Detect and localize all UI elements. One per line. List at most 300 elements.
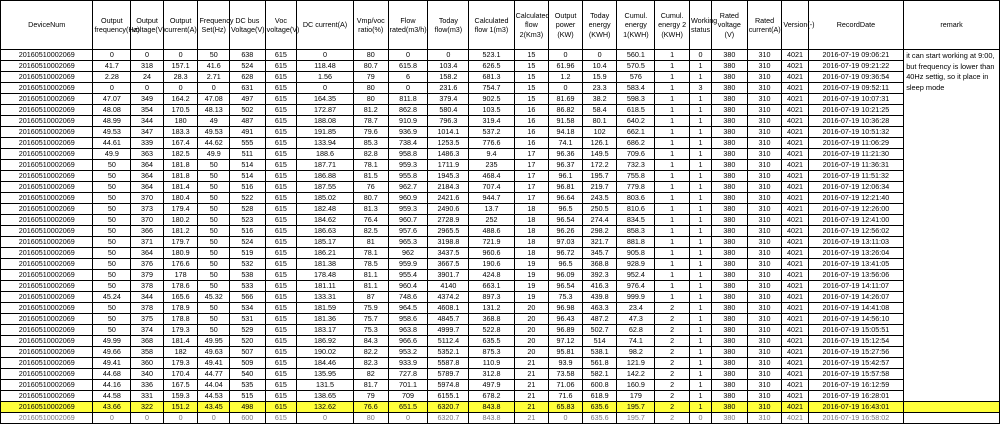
- table-cell: 615: [265, 402, 297, 413]
- table-cell: 50: [93, 182, 131, 193]
- table-row: [1, 358, 1000, 369]
- table-cell: 380: [712, 270, 748, 281]
- table-cell: 380: [712, 94, 748, 105]
- table-cell: 15: [514, 50, 549, 61]
- table-cell: 310: [747, 237, 782, 248]
- table-cell: 2016-07-19 12:41:00: [808, 215, 904, 226]
- table-cell: 1: [689, 237, 711, 248]
- table-cell: 44.58: [93, 391, 131, 402]
- table-cell: 796.3: [428, 116, 469, 127]
- table-cell: 2016-07-19 14:41:08: [808, 303, 904, 314]
- table-cell: 531: [229, 314, 265, 325]
- table-cell: 78.1: [353, 248, 388, 259]
- table-cell: 1: [689, 215, 711, 226]
- table-cell: 360: [131, 358, 164, 369]
- table-cell: 875.3: [469, 347, 514, 358]
- table-row: [1, 94, 1000, 105]
- table-cell: 310: [747, 138, 782, 149]
- table-cell: 310: [747, 61, 782, 72]
- table-cell: 615: [265, 347, 297, 358]
- table-cell: 1: [689, 303, 711, 314]
- column-header: Frequency Set(Hz): [198, 1, 230, 50]
- table-cell: 615: [265, 314, 297, 325]
- remark-cell-empty: [904, 402, 1000, 413]
- column-header: Output voltage(V): [131, 1, 164, 50]
- table-cell: 4021: [782, 281, 808, 292]
- table-row: [1, 325, 1000, 336]
- table-row: [1, 292, 1000, 303]
- table-cell: 80: [353, 413, 388, 424]
- table-cell: 524: [229, 237, 265, 248]
- table-row: [1, 380, 1000, 391]
- table-cell: 5789.7: [428, 369, 469, 380]
- table-cell: 1: [655, 193, 690, 204]
- table-cell: 310: [747, 204, 782, 215]
- table-cell: 615: [265, 248, 297, 259]
- table-cell: 380: [712, 193, 748, 204]
- table-cell: 20160510002069: [1, 127, 93, 138]
- table-cell: 615: [265, 380, 297, 391]
- table-cell: 20160510002069: [1, 336, 93, 347]
- table-cell: 626.5: [469, 61, 514, 72]
- table-cell: 502.7: [582, 325, 617, 336]
- table-cell: 50: [198, 226, 230, 237]
- table-cell: 2016-07-19 13:56:06: [808, 270, 904, 281]
- table-cell: 1: [689, 127, 711, 138]
- table-cell: 380: [712, 325, 748, 336]
- table-cell: 4021: [782, 303, 808, 314]
- table-cell: 615: [265, 160, 297, 171]
- table-cell: 1: [655, 215, 690, 226]
- table-cell: 615: [265, 303, 297, 314]
- table-cell: 380: [712, 105, 748, 116]
- table-cell: 615.8: [388, 61, 428, 72]
- table-cell: 0: [388, 413, 428, 424]
- table-cell: 20160510002069: [1, 303, 93, 314]
- table-cell: 336: [131, 380, 164, 391]
- table-cell: 81: [353, 237, 388, 248]
- table-cell: 20: [514, 325, 549, 336]
- table-cell: 44.77: [198, 369, 230, 380]
- table-cell: 4999.7: [428, 325, 469, 336]
- table-cell: 811.8: [388, 94, 428, 105]
- table-cell: 1: [689, 61, 711, 72]
- table-cell: 2016-07-19 15:12:54: [808, 336, 904, 347]
- table-cell: 50: [93, 259, 131, 270]
- table-cell: 373: [131, 204, 164, 215]
- table-cell: 635.5: [469, 336, 514, 347]
- table-cell: 910.9: [388, 116, 428, 127]
- table-cell: 4021: [782, 105, 808, 116]
- table-cell: 615: [265, 94, 297, 105]
- table-cell: 379.4: [428, 94, 469, 105]
- table-cell: 310: [747, 226, 782, 237]
- table-cell: 19: [514, 292, 549, 303]
- table-cell: 21: [514, 358, 549, 369]
- table-cell: 6320.7: [428, 413, 469, 424]
- table-cell: 47.3: [617, 314, 655, 325]
- table-cell: 1486.3: [428, 149, 469, 160]
- table-cell: 49.41: [93, 358, 131, 369]
- table-cell: 424.8: [469, 270, 514, 281]
- table-cell: 2016-07-19 10:36:28: [808, 116, 904, 127]
- table-cell: 44.04: [198, 380, 230, 391]
- table-cell: 519: [229, 248, 265, 259]
- table-cell: 231.6: [428, 83, 469, 94]
- table-cell: 1: [689, 193, 711, 204]
- column-header: Vmp/voc ratio(%): [353, 1, 388, 50]
- table-cell: 662.1: [617, 127, 655, 138]
- table-cell: 618.9: [582, 391, 617, 402]
- table-cell: 2: [655, 325, 690, 336]
- table-cell: 754.7: [469, 83, 514, 94]
- table-cell: 5974.8: [428, 380, 469, 391]
- table-cell: 81.7: [353, 380, 388, 391]
- table-cell: 20160510002069: [1, 61, 93, 72]
- table-cell: 310: [747, 303, 782, 314]
- table-cell: 164.2: [163, 94, 198, 105]
- table-cell: 960.9: [388, 193, 428, 204]
- table-cell: 514: [229, 160, 265, 171]
- table-cell: 570.5: [617, 61, 655, 72]
- table-cell: 310: [747, 281, 782, 292]
- table-cell: 1: [689, 204, 711, 215]
- table-cell: 185.02: [297, 193, 354, 204]
- table-cell: 380: [712, 171, 748, 182]
- table-cell: 20160510002069: [1, 72, 93, 83]
- column-header: Cumul. energy 2 (KWH): [655, 1, 690, 50]
- table-cell: 181.38: [297, 259, 354, 270]
- table-cell: 732.3: [617, 160, 655, 171]
- table-cell: 81.2: [353, 105, 388, 116]
- table-cell: 17: [514, 182, 549, 193]
- table-cell: 20160510002069: [1, 171, 93, 182]
- table-cell: 310: [747, 171, 782, 182]
- table-cell: 179.3: [163, 358, 198, 369]
- table-cell: 0: [549, 83, 583, 94]
- table-cell: 74.1: [549, 138, 583, 149]
- table-cell: 944.7: [469, 193, 514, 204]
- table-cell: 65.83: [549, 402, 583, 413]
- table-cell: 380: [712, 237, 748, 248]
- table-cell: 2016-07-19 09:52:11: [808, 83, 904, 94]
- table-cell: 50: [93, 325, 131, 336]
- table-cell: 15: [514, 61, 549, 72]
- table-cell: 514: [229, 171, 265, 182]
- table-cell: 2016-07-19 15:57:58: [808, 369, 904, 380]
- table-cell: 190.02: [297, 347, 354, 358]
- table-cell: 727.8: [388, 369, 428, 380]
- table-cell: 897.3: [469, 292, 514, 303]
- table-cell: 1945.3: [428, 171, 469, 182]
- table-cell: 738.4: [388, 138, 428, 149]
- table-cell: 0: [93, 413, 131, 424]
- table-cell: 1: [689, 138, 711, 149]
- table-cell: 364: [131, 248, 164, 259]
- table-cell: 638: [229, 50, 265, 61]
- table-cell: 132.62: [297, 402, 354, 413]
- table-cell: 380: [712, 204, 748, 215]
- table-cell: 75.9: [353, 303, 388, 314]
- table-cell: 170.4: [163, 369, 198, 380]
- table-cell: 58.4: [582, 105, 617, 116]
- table-row: [1, 402, 1000, 413]
- table-cell: 110.9: [469, 358, 514, 369]
- table-cell: 4021: [782, 380, 808, 391]
- table-cell: 43.45: [198, 402, 230, 413]
- table-cell: 380: [712, 281, 748, 292]
- table-cell: 960.4: [388, 281, 428, 292]
- table-cell: 18: [514, 248, 549, 259]
- table-cell: 20160510002069: [1, 259, 93, 270]
- table-cell: 235: [469, 160, 514, 171]
- table-cell: 50: [93, 204, 131, 215]
- table-cell: 928.9: [617, 259, 655, 270]
- table-cell: 184.46: [297, 358, 354, 369]
- table-cell: 310: [747, 347, 782, 358]
- table-cell: 3901.7: [428, 270, 469, 281]
- table-cell: 49.53: [93, 127, 131, 138]
- table-cell: 964.5: [388, 303, 428, 314]
- table-cell: 4021: [782, 402, 808, 413]
- table-cell: 375: [131, 314, 164, 325]
- table-cell: 2: [655, 413, 690, 424]
- table-cell: 701.1: [388, 380, 428, 391]
- table-cell: 681.3: [469, 72, 514, 83]
- table-cell: 1: [655, 182, 690, 193]
- table-cell: 2490.6: [428, 204, 469, 215]
- table-cell: 23.3: [582, 83, 617, 94]
- table-cell: 2016-07-19 13:26:04: [808, 248, 904, 259]
- table-cell: 21: [514, 391, 549, 402]
- table-cell: 195.7: [582, 171, 617, 182]
- table-cell: 191.85: [297, 127, 354, 138]
- table-cell: 17: [514, 160, 549, 171]
- table-cell: 98.2: [617, 347, 655, 358]
- table-cell: 0: [131, 50, 164, 61]
- table-cell: 17: [514, 193, 549, 204]
- table-cell: 344: [131, 292, 164, 303]
- table-cell: 50: [93, 226, 131, 237]
- table-cell: 47.08: [198, 94, 230, 105]
- table-cell: 17: [514, 149, 549, 160]
- table-cell: 181.8: [163, 171, 198, 182]
- table-cell: 2016-07-19 09:06:21: [808, 50, 904, 61]
- table-row: [1, 61, 1000, 72]
- table-cell: 79: [353, 391, 388, 402]
- table-cell: 515: [229, 391, 265, 402]
- table-cell: 50: [198, 182, 230, 193]
- table-cell: 378: [131, 303, 164, 314]
- table-cell: 0: [582, 50, 617, 61]
- table-cell: 345.7: [582, 248, 617, 259]
- table-cell: 310: [747, 369, 782, 380]
- table-cell: 71.6: [549, 391, 583, 402]
- table-cell: 615: [265, 105, 297, 116]
- table-cell: 21: [514, 413, 549, 424]
- table-cell: 615: [265, 226, 297, 237]
- table-cell: 91.58: [549, 116, 583, 127]
- table-cell: 368: [131, 336, 164, 347]
- table-cell: 615: [265, 171, 297, 182]
- table-cell: 20160510002069: [1, 215, 93, 226]
- table-cell: 709: [388, 391, 428, 402]
- table-cell: 4021: [782, 413, 808, 424]
- table-cell: 15: [514, 72, 549, 83]
- column-header: DC bus Voltage(V): [229, 1, 265, 50]
- table-cell: 380: [712, 215, 748, 226]
- table-cell: 16: [514, 127, 549, 138]
- table-cell: 96.64: [549, 193, 583, 204]
- table-cell: 20160510002069: [1, 116, 93, 127]
- table-cell: 2: [655, 358, 690, 369]
- table-cell: 524: [229, 61, 265, 72]
- table-cell: 96.43: [549, 314, 583, 325]
- table-cell: 61.96: [549, 61, 583, 72]
- table-cell: 310: [747, 248, 782, 259]
- table-row: [1, 83, 1000, 94]
- table-cell: 380: [712, 61, 748, 72]
- table-cell: 84.3: [353, 336, 388, 347]
- table-cell: 379: [131, 270, 164, 281]
- column-header: Working status: [689, 1, 711, 50]
- table-cell: 180.2: [163, 215, 198, 226]
- table-cell: 364: [131, 182, 164, 193]
- table-cell: 76.6: [353, 402, 388, 413]
- table-cell: 843.8: [469, 402, 514, 413]
- table-cell: 2: [655, 380, 690, 391]
- table-row: [1, 72, 1000, 83]
- table-cell: 615: [265, 61, 297, 72]
- table-cell: 4021: [782, 347, 808, 358]
- table-row: [1, 50, 1000, 61]
- table-cell: 13.7: [469, 204, 514, 215]
- table-cell: 955.8: [388, 171, 428, 182]
- table-cell: 96.72: [549, 248, 583, 259]
- table-cell: 45.32: [198, 292, 230, 303]
- table-cell: 380: [712, 402, 748, 413]
- table-cell: 181.2: [163, 226, 198, 237]
- table-row: [1, 248, 1000, 259]
- table-cell: 20160510002069: [1, 270, 93, 281]
- table-cell: 20160510002069: [1, 347, 93, 358]
- table-cell: 380: [712, 292, 748, 303]
- table-cell: 80.1: [582, 116, 617, 127]
- table-cell: 48.13: [198, 105, 230, 116]
- table-cell: 87: [353, 292, 388, 303]
- table-cell: 184.62: [297, 215, 354, 226]
- table-cell: 615: [265, 127, 297, 138]
- table-cell: 20160510002069: [1, 182, 93, 193]
- table-cell: 962: [388, 248, 428, 259]
- table-cell: 509: [229, 358, 265, 369]
- table-cell: 2016-07-19 16:12:59: [808, 380, 904, 391]
- table-cell: 79.6: [353, 127, 388, 138]
- table-cell: 364: [131, 160, 164, 171]
- table-cell: 126.1: [582, 138, 617, 149]
- table-cell: 178.9: [163, 303, 198, 314]
- table-cell: 686.2: [617, 138, 655, 149]
- table-cell: 1.2: [549, 72, 583, 83]
- table-cell: 4140: [428, 281, 469, 292]
- table-cell: 310: [747, 160, 782, 171]
- table-cell: 0: [297, 413, 354, 424]
- table-cell: 183.17: [297, 325, 354, 336]
- table-cell: 538: [229, 270, 265, 281]
- table-cell: 76: [353, 182, 388, 193]
- table-cell: 4021: [782, 391, 808, 402]
- table-cell: 2.71: [198, 72, 230, 83]
- table-row: [1, 149, 1000, 160]
- table-row: [1, 369, 1000, 380]
- table-cell: 186.88: [297, 171, 354, 182]
- table-cell: 953.2: [388, 347, 428, 358]
- table-cell: 615: [265, 325, 297, 336]
- table-cell: 1: [689, 281, 711, 292]
- table-cell: 347: [131, 127, 164, 138]
- table-cell: 102: [582, 127, 617, 138]
- table-cell: 380: [712, 83, 748, 94]
- table-cell: 310: [747, 391, 782, 402]
- table-cell: 93.9: [549, 358, 583, 369]
- table-cell: 4845.7: [428, 314, 469, 325]
- table-cell: 80: [353, 94, 388, 105]
- table-cell: 1: [655, 72, 690, 83]
- table-cell: 50: [198, 160, 230, 171]
- table-cell: 310: [747, 270, 782, 281]
- table-cell: 318: [131, 61, 164, 72]
- table-cell: 1: [655, 259, 690, 270]
- table-cell: 3: [689, 83, 711, 94]
- table-cell: 157.1: [163, 61, 198, 72]
- table-cell: 1: [689, 171, 711, 182]
- table-cell: 96.89: [549, 325, 583, 336]
- table-cell: 20160510002069: [1, 83, 93, 94]
- table-cell: 50: [93, 193, 131, 204]
- table-cell: 310: [747, 116, 782, 127]
- table-cell: 2016-07-19 15:05:51: [808, 325, 904, 336]
- table-row: [1, 160, 1000, 171]
- table-cell: 776.6: [469, 138, 514, 149]
- table-cell: 1: [655, 149, 690, 160]
- table-cell: 2421.6: [428, 193, 469, 204]
- table-cell: 2016-07-19 12:26:00: [808, 204, 904, 215]
- table-row: [1, 105, 1000, 116]
- table-cell: 371: [131, 237, 164, 248]
- table-cell: 160.9: [617, 380, 655, 391]
- table-cell: 1: [655, 171, 690, 182]
- table-cell: 23.4: [617, 303, 655, 314]
- table-cell: 615: [265, 369, 297, 380]
- table-cell: 960.7: [388, 215, 428, 226]
- table-cell: 24: [131, 72, 164, 83]
- table-cell: 19: [514, 281, 549, 292]
- table-cell: 310: [747, 83, 782, 94]
- table-cell: 94.18: [549, 127, 583, 138]
- table-cell: 82.2: [353, 347, 388, 358]
- table-cell: 20160510002069: [1, 325, 93, 336]
- table-cell: 74.1: [617, 336, 655, 347]
- table-cell: 4021: [782, 61, 808, 72]
- table-cell: 133.31: [297, 292, 354, 303]
- table-cell: 15: [514, 94, 549, 105]
- table-cell: 2.28: [93, 72, 131, 83]
- table-cell: 20160510002069: [1, 138, 93, 149]
- table-cell: 1: [689, 391, 711, 402]
- table-cell: 4021: [782, 204, 808, 215]
- table-cell: 180: [163, 116, 198, 127]
- table-cell: 560.1: [617, 50, 655, 61]
